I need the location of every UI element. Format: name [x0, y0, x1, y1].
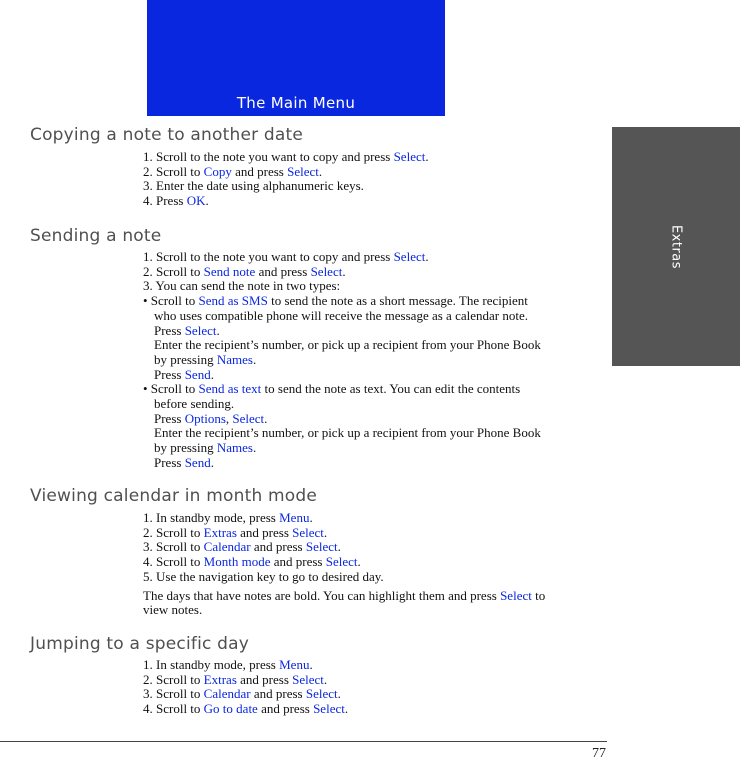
menu-keyword: Copy: [203, 163, 232, 179]
bullet-line: • Scroll to Send as text to send the note as text. You can edit the contents: [143, 381, 521, 397]
section-tab: [612, 127, 740, 366]
step-line: 3. Scroll to Calendar and press Select.: [143, 686, 341, 702]
section-body-jump: [143, 658, 605, 717]
menu-keyword: Extras: [203, 671, 237, 687]
section-body-month: [143, 511, 605, 618]
menu-keyword: Names: [216, 351, 253, 367]
bullet-line: • Scroll to Send as SMS to send the note as a short message. The recipient: [143, 293, 528, 309]
menu-keyword: Select: [325, 554, 358, 570]
menu-keyword: Select: [292, 671, 324, 687]
menu-keyword: Select: [310, 263, 343, 279]
step-line: 2. Scroll to Extras and press Select.: [143, 671, 328, 687]
menu-keyword: Select: [305, 686, 338, 702]
step-line: 2. Scroll to Copy and press Select.: [143, 163, 323, 179]
bullet-continuation: Enter the recipient’s number, or pick up a recipient from your Phone Book: [154, 337, 541, 353]
step-line: 1. In standby mode, press Menu.: [143, 657, 313, 672]
step-line: 2. Scroll to Send note and press Select.: [143, 263, 346, 279]
page-number: 77: [592, 746, 606, 761]
menu-keyword: Send: [184, 366, 211, 382]
step-line: 1. Scroll to the note you want to copy and press Select.: [143, 249, 429, 264]
step-line: 2. Scroll to Extras and press Select.: [143, 524, 328, 540]
step-line: 4. Scroll to Go to date and press Select.: [143, 701, 349, 717]
menu-keyword: Send note: [203, 263, 256, 279]
bullet-continuation: who uses compatible phone will receive the message as a calendar note.: [154, 307, 528, 323]
step-line: 3. You can send the note in two types:: [143, 278, 341, 294]
menu-keyword: Send as text: [198, 381, 262, 397]
menu-keyword: Select: [500, 587, 532, 603]
section-heading-jump: Jumping to a specific day: [30, 634, 250, 654]
menu-keyword: Send as SMS: [198, 293, 268, 309]
bullet-continuation: Press Select.: [154, 322, 220, 338]
chapter-title: The Main Menu: [236, 94, 356, 112]
menu-keyword: Select: [292, 524, 324, 540]
menu-keyword: Names: [216, 440, 253, 456]
step-line: 1. In standby mode, press Menu.: [143, 510, 313, 525]
bullet-continuation: Press Options, Select.: [154, 410, 268, 426]
menu-keyword: Extras: [203, 524, 237, 540]
menu-keyword: Menu: [279, 657, 310, 672]
menu-keyword: Select: [313, 701, 345, 717]
bullet-continuation: before sending.: [154, 396, 235, 412]
bullet-continuation: by pressing Names.: [154, 440, 257, 456]
section-heading-send: Sending a note: [30, 226, 162, 246]
bullet-continuation: Enter the recipient’s number, or pick up a recipient from your Phone Book: [154, 425, 541, 441]
menu-keyword: Calendar: [203, 686, 251, 702]
menu-keyword: Select: [393, 149, 426, 164]
section-heading-copy: Copying a note to another date: [30, 125, 304, 145]
footer-rule: [0, 741, 607, 742]
chapter-banner: [147, 0, 445, 116]
menu-keyword: Month mode: [203, 554, 271, 570]
step-line: 4. Press OK.: [143, 193, 209, 209]
menu-keyword: Send: [184, 454, 211, 470]
section-body-send: [143, 250, 605, 471]
bullet-continuation: Press Send.: [154, 366, 214, 382]
bullet-continuation: by pressing Names.: [154, 351, 257, 367]
menu-keyword: Select: [232, 410, 265, 426]
menu-keyword: Select: [184, 322, 217, 338]
menu-keyword: Select: [287, 163, 319, 179]
step-line: 3. Scroll to Calendar and press Select.: [143, 539, 341, 555]
section-tab-label: Extras: [668, 224, 684, 269]
menu-keyword: Select: [305, 539, 338, 555]
section-body-copy: [143, 150, 605, 209]
step-line: 4. Scroll to Month mode and press Select.: [143, 554, 361, 570]
menu-keyword: OK: [186, 193, 206, 209]
menu-keyword: Select: [393, 249, 426, 264]
menu-keyword: Calendar: [203, 539, 251, 555]
note-line: The days that have notes are bold. You can highlight them and press Select to: [143, 587, 546, 603]
step-line: 5. Use the navigation key to go to desired day.: [143, 568, 384, 584]
step-line: 3. Enter the date using alphanumeric keys.: [143, 178, 364, 194]
menu-keyword: Go to date: [203, 701, 258, 717]
note-line: view notes.: [143, 602, 203, 618]
menu-keyword: Options: [184, 410, 226, 426]
step-line: 1. Scroll to the note you want to copy and press Select.: [143, 149, 429, 164]
section-heading-month: Viewing calendar in month mode: [30, 486, 318, 506]
bullet-continuation: Press Send.: [154, 454, 214, 470]
menu-keyword: Menu: [279, 510, 310, 525]
